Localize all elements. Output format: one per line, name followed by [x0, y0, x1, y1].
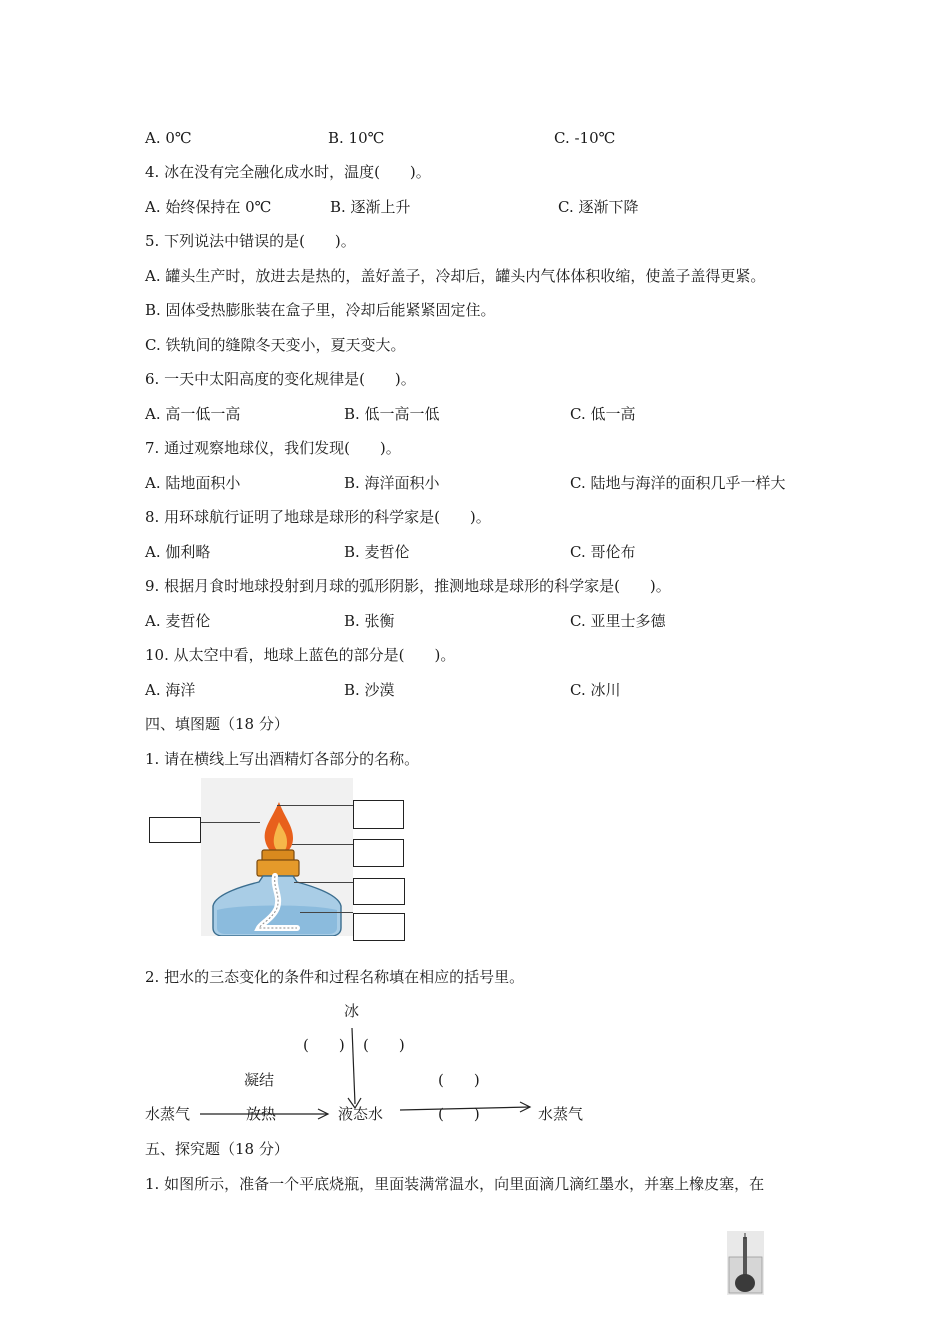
q10-option-a: A. 海洋	[145, 681, 196, 699]
answer-box-left[interactable]	[149, 817, 201, 843]
bracket-mid[interactable]: ( )	[438, 1071, 480, 1089]
q6-option-c: C. 低一高	[570, 405, 636, 423]
flask-bulb	[735, 1274, 755, 1292]
q5-option-b: B. 固体受热膨胀装在盒子里，冷却后能紧紧固定住。	[145, 301, 496, 319]
q6-option-b: B. 低一高一低	[344, 405, 440, 423]
q10-option-c: C. 冰川	[570, 681, 621, 699]
q8-option-a: A. 伽利略	[145, 543, 211, 561]
q8-stem: 8. 用环球航行证明了地球是球形的科学家是( )。	[145, 508, 491, 526]
q5-option-c: C. 铁轨间的缝隙冬天变小，夏天变大。	[145, 336, 406, 354]
q7-option-c: C. 陆地与海洋的面积几乎一样大	[570, 474, 786, 492]
q10-option-b: B. 沙漠	[344, 681, 395, 699]
bracket-right[interactable]: ( )	[363, 1036, 405, 1054]
label-vapor-right: 水蒸气	[538, 1105, 584, 1123]
answer-box-2[interactable]	[353, 839, 404, 867]
flask-photo	[727, 1231, 764, 1295]
q9-option-c: C. 亚里士多德	[570, 612, 666, 630]
answer-box-1[interactable]	[353, 800, 404, 829]
q4-stem: 4. 冰在没有完全融化成水时，温度( )。	[145, 163, 431, 181]
section4-q1: 1. 请在横线上写出酒精灯各部分的名称。	[145, 750, 420, 768]
label-ice: 冰	[344, 1002, 360, 1020]
q6-option-a: A. 高一低一高	[145, 405, 241, 423]
bracket-left[interactable]: ( )	[303, 1036, 345, 1054]
q5-stem: 5. 下列说法中错误的是( )。	[145, 232, 356, 250]
answer-box-3[interactable]	[353, 878, 405, 905]
q4-option-c: C. 逐渐下降	[558, 198, 639, 216]
q7-option-b: B. 海洋面积小	[344, 474, 440, 492]
q6-stem: 6. 一天中太阳高度的变化规律是( )。	[145, 370, 416, 388]
label-liquid: 液态水	[338, 1105, 384, 1123]
section4-q2: 2. 把水的三态变化的条件和过程名称填在相应的括号里。	[145, 968, 525, 986]
q7-option-a: A. 陆地面积小	[145, 474, 241, 492]
label-vapor-left: 水蒸气	[145, 1105, 191, 1123]
bracket-bottom[interactable]: ( )	[438, 1105, 480, 1123]
q9-stem: 9. 根据月食时地球投射到月球的弧形阴影，推测地球是球形的科学家是( )。	[145, 577, 671, 595]
section5-title: 五、探究题（18 分）	[145, 1140, 289, 1158]
q9-option-b: B. 张衡	[344, 612, 395, 630]
answer-box-4[interactable]	[353, 913, 405, 941]
q4-option-a: A. 始终保持在 0℃	[145, 198, 272, 216]
q4-option-b: B. 逐渐上升	[330, 198, 411, 216]
q8-option-c: C. 哥伦布	[570, 543, 636, 561]
section5-q1: 1. 如图所示，准备一个平底烧瓶，里面装满常温水，向里面滴几滴红墨水，并塞上橡皮塞，在	[145, 1175, 765, 1193]
q7-stem: 7. 通过观察地球仪，我们发现( )。	[145, 439, 401, 457]
q10-stem: 10. 从太空中看，地球上蓝色的部分是( )。	[145, 646, 456, 664]
section4-title: 四、填图题（18 分）	[145, 715, 289, 733]
q9-option-a: A. 麦哲伦	[145, 612, 211, 630]
label-condense: 凝结	[244, 1071, 275, 1089]
q8-option-b: B. 麦哲伦	[344, 543, 410, 561]
label-release-heat: 放热	[246, 1105, 277, 1123]
q3-option-a: A. 0℃	[145, 129, 192, 147]
q5-option-a: A. 罐头生产时，放进去是热的，盖好盖子，冷却后，罐头内气体体积收缩，使盖子盖得更紧。	[145, 267, 766, 285]
q3-option-b: B. 10℃	[328, 129, 385, 147]
q3-option-c: C. -10℃	[554, 129, 616, 147]
